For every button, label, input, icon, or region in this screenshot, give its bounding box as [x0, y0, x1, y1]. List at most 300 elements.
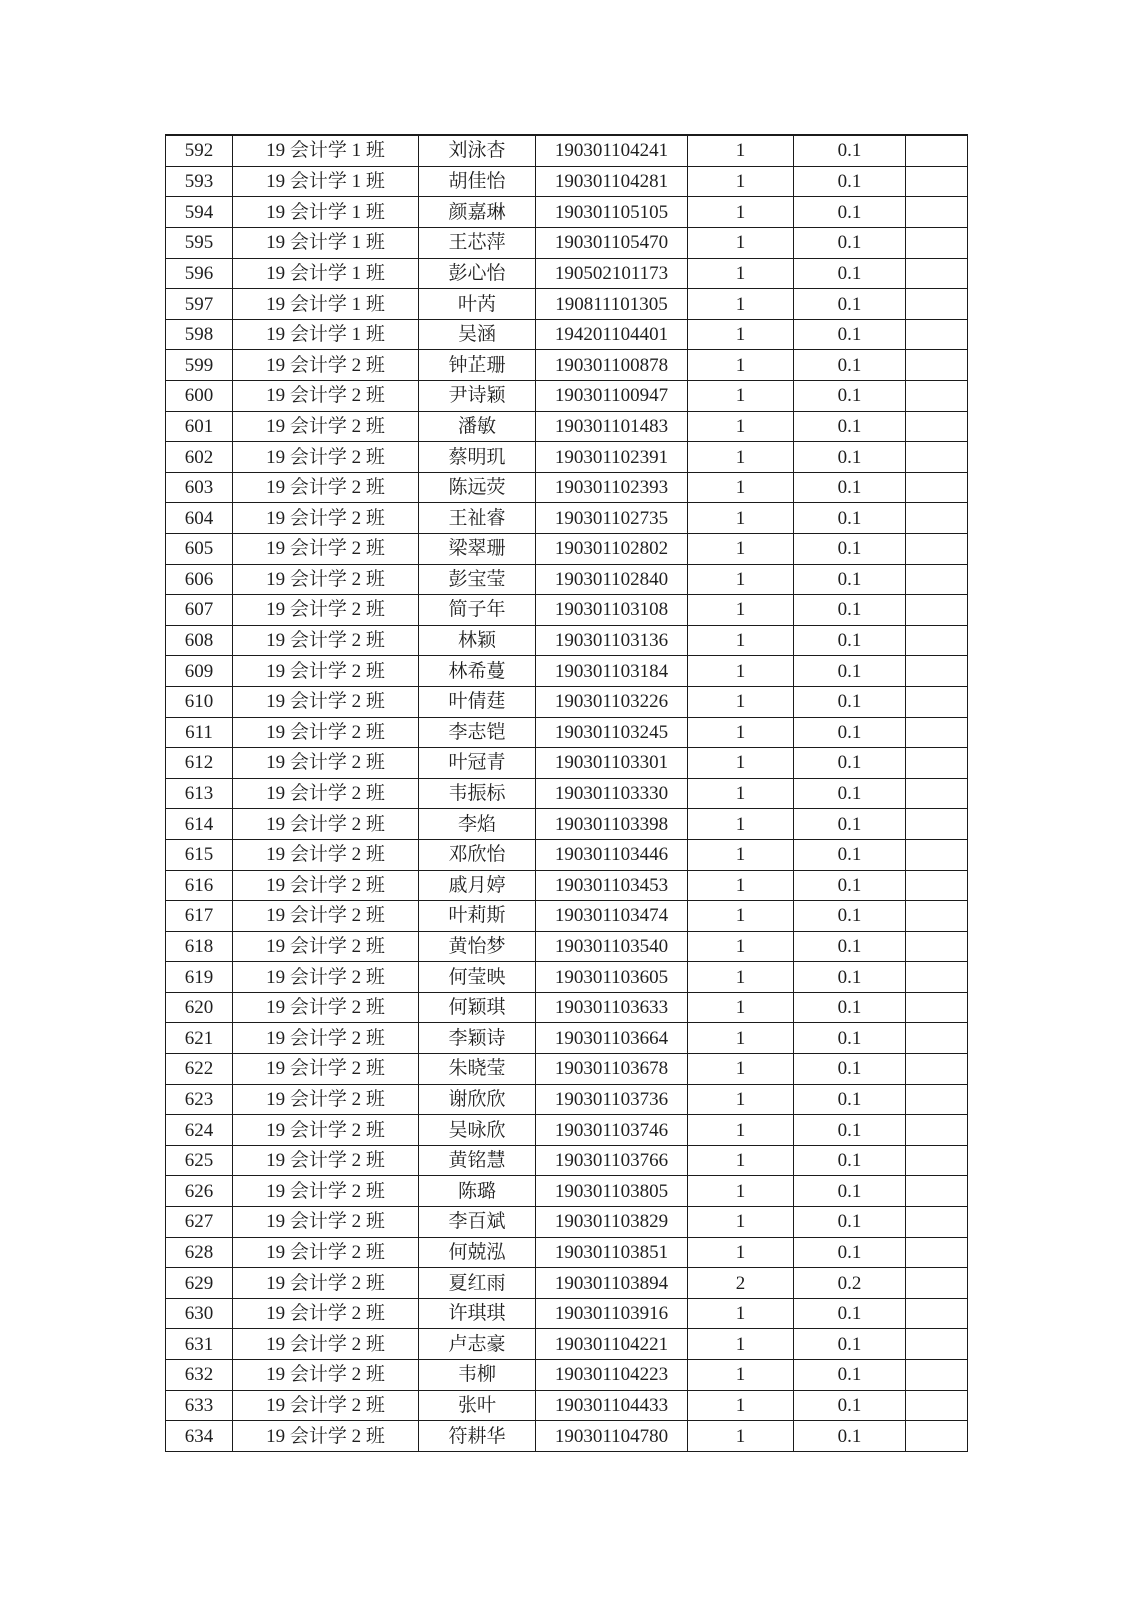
- row-number-cell: 596: [166, 258, 233, 289]
- student-id-cell: 194201104401: [536, 319, 688, 350]
- table-row: [166, 289, 968, 320]
- table-row: [166, 1023, 968, 1054]
- table-row: [166, 350, 968, 381]
- empty-note-cell: [906, 748, 968, 779]
- count-cell: 1: [688, 931, 794, 962]
- empty-note-cell: [906, 381, 968, 412]
- class-name-cell: 19 会计学 2 班: [233, 1176, 419, 1207]
- class-name-cell: 19 会计学 2 班: [233, 1390, 419, 1421]
- score-cell: 0.1: [794, 1298, 906, 1329]
- row-number-cell: 618: [166, 931, 233, 962]
- student-name-cell: 蔡明玑: [419, 442, 536, 473]
- class-name-cell: 19 会计学 2 班: [233, 962, 419, 993]
- student-id-cell: 190301104223: [536, 1360, 688, 1391]
- count-cell: 1: [688, 442, 794, 473]
- table-row: [166, 1145, 968, 1176]
- row-number-cell: 632: [166, 1360, 233, 1391]
- count-cell: 1: [688, 197, 794, 228]
- table-row: [166, 901, 968, 932]
- table-body: [166, 135, 968, 1452]
- empty-note-cell: [906, 1084, 968, 1115]
- row-number-cell: 602: [166, 442, 233, 473]
- student-name-cell: 韦振标: [419, 778, 536, 809]
- row-number-cell: 595: [166, 228, 233, 259]
- score-cell: 0.1: [794, 962, 906, 993]
- count-cell: 1: [688, 258, 794, 289]
- class-name-cell: 19 会计学 1 班: [233, 135, 419, 166]
- row-number-cell: 608: [166, 625, 233, 656]
- score-cell: 0.1: [794, 778, 906, 809]
- count-cell: 1: [688, 717, 794, 748]
- student-name-cell: 叶冠青: [419, 748, 536, 779]
- count-cell: 1: [688, 1084, 794, 1115]
- score-cell: 0.1: [794, 1084, 906, 1115]
- student-id-cell: 190301103851: [536, 1237, 688, 1268]
- score-cell: 0.1: [794, 992, 906, 1023]
- count-cell: 1: [688, 901, 794, 932]
- student-name-cell: 谢欣欣: [419, 1084, 536, 1115]
- table-row: [166, 1115, 968, 1146]
- empty-note-cell: [906, 319, 968, 350]
- class-name-cell: 19 会计学 2 班: [233, 748, 419, 779]
- student-name-cell: 颜嘉琳: [419, 197, 536, 228]
- score-cell: 0.1: [794, 870, 906, 901]
- score-cell: 0.1: [794, 839, 906, 870]
- student-id-cell: 190301103805: [536, 1176, 688, 1207]
- row-number-cell: 592: [166, 135, 233, 166]
- row-number-cell: 612: [166, 748, 233, 779]
- count-cell: 2: [688, 1268, 794, 1299]
- student-name-cell: 胡佳怡: [419, 166, 536, 197]
- student-name-cell: 李志铠: [419, 717, 536, 748]
- empty-note-cell: [906, 503, 968, 534]
- student-id-cell: 190301103766: [536, 1145, 688, 1176]
- class-name-cell: 19 会计学 2 班: [233, 411, 419, 442]
- row-number-cell: 628: [166, 1237, 233, 1268]
- score-cell: 0.1: [794, 258, 906, 289]
- student-roster-table-wrap: [165, 134, 968, 1452]
- class-name-cell: 19 会计学 2 班: [233, 1360, 419, 1391]
- table-row: [166, 533, 968, 564]
- student-name-cell: 彭心怡: [419, 258, 536, 289]
- table-row: [166, 839, 968, 870]
- score-cell: 0.1: [794, 1421, 906, 1452]
- row-number-cell: 611: [166, 717, 233, 748]
- empty-note-cell: [906, 595, 968, 626]
- score-cell: 0.1: [794, 809, 906, 840]
- student-name-cell: 何颖琪: [419, 992, 536, 1023]
- count-cell: 1: [688, 1237, 794, 1268]
- class-name-cell: 19 会计学 2 班: [233, 1329, 419, 1360]
- empty-note-cell: [906, 809, 968, 840]
- student-name-cell: 林希蔓: [419, 656, 536, 687]
- row-number-cell: 627: [166, 1207, 233, 1238]
- row-number-cell: 601: [166, 411, 233, 442]
- student-id-cell: 190301102393: [536, 472, 688, 503]
- score-cell: 0.1: [794, 625, 906, 656]
- count-cell: 1: [688, 1298, 794, 1329]
- score-cell: 0.1: [794, 564, 906, 595]
- count-cell: 1: [688, 1329, 794, 1360]
- table-row: [166, 472, 968, 503]
- table-row: [166, 625, 968, 656]
- count-cell: 1: [688, 1360, 794, 1391]
- table-row: [166, 166, 968, 197]
- row-number-cell: 610: [166, 686, 233, 717]
- student-name-cell: 陈远荧: [419, 472, 536, 503]
- empty-note-cell: [906, 839, 968, 870]
- student-id-cell: 190301103398: [536, 809, 688, 840]
- count-cell: 1: [688, 1023, 794, 1054]
- class-name-cell: 19 会计学 2 班: [233, 1298, 419, 1329]
- score-cell: 0.1: [794, 901, 906, 932]
- row-number-cell: 626: [166, 1176, 233, 1207]
- student-id-cell: 190301104221: [536, 1329, 688, 1360]
- table-row: [166, 381, 968, 412]
- row-number-cell: 615: [166, 839, 233, 870]
- student-name-cell: 李颖诗: [419, 1023, 536, 1054]
- student-name-cell: 李焰: [419, 809, 536, 840]
- empty-note-cell: [906, 717, 968, 748]
- table-row: [166, 1390, 968, 1421]
- class-name-cell: 19 会计学 2 班: [233, 901, 419, 932]
- student-name-cell: 简子年: [419, 595, 536, 626]
- class-name-cell: 19 会计学 1 班: [233, 197, 419, 228]
- table-row: [166, 503, 968, 534]
- student-id-cell: 190301104241: [536, 135, 688, 166]
- student-id-cell: 190301105470: [536, 228, 688, 259]
- row-number-cell: 605: [166, 533, 233, 564]
- student-name-cell: 朱晓莹: [419, 1054, 536, 1085]
- student-name-cell: 戚月婷: [419, 870, 536, 901]
- row-number-cell: 614: [166, 809, 233, 840]
- count-cell: 1: [688, 166, 794, 197]
- class-name-cell: 19 会计学 2 班: [233, 870, 419, 901]
- empty-note-cell: [906, 289, 968, 320]
- empty-note-cell: [906, 564, 968, 595]
- empty-note-cell: [906, 197, 968, 228]
- student-id-cell: 190301103633: [536, 992, 688, 1023]
- student-id-cell: 190301103446: [536, 839, 688, 870]
- row-number-cell: 620: [166, 992, 233, 1023]
- row-number-cell: 598: [166, 319, 233, 350]
- student-name-cell: 林颖: [419, 625, 536, 656]
- empty-note-cell: [906, 1298, 968, 1329]
- student-name-cell: 卢志豪: [419, 1329, 536, 1360]
- student-id-cell: 190301103108: [536, 595, 688, 626]
- score-cell: 0.1: [794, 442, 906, 473]
- score-cell: 0.1: [794, 1115, 906, 1146]
- student-name-cell: 符耕华: [419, 1421, 536, 1452]
- empty-note-cell: [906, 1421, 968, 1452]
- student-name-cell: 许琪琪: [419, 1298, 536, 1329]
- student-id-cell: 190301103678: [536, 1054, 688, 1085]
- student-name-cell: 吴咏欣: [419, 1115, 536, 1146]
- row-number-cell: 617: [166, 901, 233, 932]
- class-name-cell: 19 会计学 2 班: [233, 1268, 419, 1299]
- row-number-cell: 622: [166, 1054, 233, 1085]
- count-cell: 1: [688, 472, 794, 503]
- class-name-cell: 19 会计学 2 班: [233, 381, 419, 412]
- class-name-cell: 19 会计学 2 班: [233, 1207, 419, 1238]
- score-cell: 0.1: [794, 381, 906, 412]
- table-row: [166, 656, 968, 687]
- student-id-cell: 190301103605: [536, 962, 688, 993]
- table-row: [166, 197, 968, 228]
- class-name-cell: 19 会计学 2 班: [233, 1023, 419, 1054]
- class-name-cell: 19 会计学 2 班: [233, 686, 419, 717]
- table-row: [166, 564, 968, 595]
- score-cell: 0.1: [794, 135, 906, 166]
- student-id-cell: 190301102735: [536, 503, 688, 534]
- empty-note-cell: [906, 1207, 968, 1238]
- count-cell: 1: [688, 503, 794, 534]
- student-name-cell: 王祉睿: [419, 503, 536, 534]
- student-name-cell: 何兢泓: [419, 1237, 536, 1268]
- count-cell: 1: [688, 748, 794, 779]
- table-row: [166, 258, 968, 289]
- student-id-cell: 190301103894: [536, 1268, 688, 1299]
- class-name-cell: 19 会计学 1 班: [233, 319, 419, 350]
- class-name-cell: 19 会计学 2 班: [233, 595, 419, 626]
- row-number-cell: 613: [166, 778, 233, 809]
- student-id-cell: 190301103301: [536, 748, 688, 779]
- student-name-cell: 夏红雨: [419, 1268, 536, 1299]
- empty-note-cell: [906, 1268, 968, 1299]
- table-row: [166, 1421, 968, 1452]
- class-name-cell: 19 会计学 2 班: [233, 564, 419, 595]
- score-cell: 0.1: [794, 1176, 906, 1207]
- table-row: [166, 962, 968, 993]
- count-cell: 1: [688, 1207, 794, 1238]
- student-name-cell: 黄怡梦: [419, 931, 536, 962]
- class-name-cell: 19 会计学 2 班: [233, 656, 419, 687]
- student-name-cell: 何莹映: [419, 962, 536, 993]
- table-row: [166, 748, 968, 779]
- count-cell: 1: [688, 1176, 794, 1207]
- class-name-cell: 19 会计学 2 班: [233, 1237, 419, 1268]
- student-name-cell: 李百斌: [419, 1207, 536, 1238]
- score-cell: 0.1: [794, 1390, 906, 1421]
- row-number-cell: 597: [166, 289, 233, 320]
- student-id-cell: 190301103245: [536, 717, 688, 748]
- count-cell: 1: [688, 686, 794, 717]
- student-name-cell: 梁翠珊: [419, 533, 536, 564]
- count-cell: 1: [688, 839, 794, 870]
- table-row: [166, 778, 968, 809]
- empty-note-cell: [906, 625, 968, 656]
- student-name-cell: 叶芮: [419, 289, 536, 320]
- class-name-cell: 19 会计学 2 班: [233, 625, 419, 656]
- class-name-cell: 19 会计学 2 班: [233, 1084, 419, 1115]
- student-id-cell: 190301104780: [536, 1421, 688, 1452]
- student-id-cell: 190502101173: [536, 258, 688, 289]
- row-number-cell: 593: [166, 166, 233, 197]
- student-id-cell: 190301100878: [536, 350, 688, 381]
- class-name-cell: 19 会计学 1 班: [233, 258, 419, 289]
- table-row: [166, 686, 968, 717]
- row-number-cell: 633: [166, 1390, 233, 1421]
- empty-note-cell: [906, 686, 968, 717]
- score-cell: 0.1: [794, 1023, 906, 1054]
- empty-note-cell: [906, 1390, 968, 1421]
- empty-note-cell: [906, 656, 968, 687]
- score-cell: 0.1: [794, 686, 906, 717]
- count-cell: 1: [688, 564, 794, 595]
- score-cell: 0.1: [794, 1329, 906, 1360]
- class-name-cell: 19 会计学 2 班: [233, 1421, 419, 1452]
- student-id-cell: 190301103474: [536, 901, 688, 932]
- score-cell: 0.1: [794, 289, 906, 320]
- empty-note-cell: [906, 442, 968, 473]
- student-name-cell: 陈璐: [419, 1176, 536, 1207]
- student-id-cell: 190301103453: [536, 870, 688, 901]
- score-cell: 0.2: [794, 1268, 906, 1299]
- class-name-cell: 19 会计学 2 班: [233, 717, 419, 748]
- count-cell: 1: [688, 533, 794, 564]
- score-cell: 0.1: [794, 1237, 906, 1268]
- row-number-cell: 631: [166, 1329, 233, 1360]
- class-name-cell: 19 会计学 2 班: [233, 809, 419, 840]
- class-name-cell: 19 会计学 2 班: [233, 533, 419, 564]
- table-row: [166, 1237, 968, 1268]
- count-cell: 1: [688, 350, 794, 381]
- empty-note-cell: [906, 228, 968, 259]
- row-number-cell: 634: [166, 1421, 233, 1452]
- count-cell: 1: [688, 1054, 794, 1085]
- table-row: [166, 1084, 968, 1115]
- empty-note-cell: [906, 472, 968, 503]
- empty-note-cell: [906, 1023, 968, 1054]
- student-id-cell: 190301102391: [536, 442, 688, 473]
- student-id-cell: 190301103330: [536, 778, 688, 809]
- student-name-cell: 黄铭慧: [419, 1145, 536, 1176]
- class-name-cell: 19 会计学 2 班: [233, 1054, 419, 1085]
- student-id-cell: 190301103746: [536, 1115, 688, 1146]
- score-cell: 0.1: [794, 931, 906, 962]
- table-row: [166, 1298, 968, 1329]
- count-cell: 1: [688, 135, 794, 166]
- table-row: [166, 931, 968, 962]
- row-number-cell: 624: [166, 1115, 233, 1146]
- student-name-cell: 刘泳杏: [419, 135, 536, 166]
- count-cell: 1: [688, 809, 794, 840]
- count-cell: 1: [688, 289, 794, 320]
- student-id-cell: 190301103540: [536, 931, 688, 962]
- student-id-cell: 190301100947: [536, 381, 688, 412]
- table-row: [166, 1268, 968, 1299]
- student-id-cell: 190811101305: [536, 289, 688, 320]
- row-number-cell: 621: [166, 1023, 233, 1054]
- student-id-cell: 190301103916: [536, 1298, 688, 1329]
- student-name-cell: 吴涵: [419, 319, 536, 350]
- count-cell: 1: [688, 228, 794, 259]
- row-number-cell: 609: [166, 656, 233, 687]
- row-number-cell: 599: [166, 350, 233, 381]
- count-cell: 1: [688, 992, 794, 1023]
- score-cell: 0.1: [794, 350, 906, 381]
- class-name-cell: 19 会计学 2 班: [233, 992, 419, 1023]
- count-cell: 1: [688, 1421, 794, 1452]
- student-name-cell: 钟芷珊: [419, 350, 536, 381]
- empty-note-cell: [906, 258, 968, 289]
- class-name-cell: 19 会计学 2 班: [233, 350, 419, 381]
- empty-note-cell: [906, 870, 968, 901]
- empty-note-cell: [906, 1115, 968, 1146]
- count-cell: 1: [688, 1115, 794, 1146]
- score-cell: 0.1: [794, 533, 906, 564]
- class-name-cell: 19 会计学 1 班: [233, 228, 419, 259]
- class-name-cell: 19 会计学 1 班: [233, 166, 419, 197]
- table-row: [166, 809, 968, 840]
- count-cell: 1: [688, 778, 794, 809]
- row-number-cell: 603: [166, 472, 233, 503]
- student-name-cell: 彭宝莹: [419, 564, 536, 595]
- student-id-cell: 190301103736: [536, 1084, 688, 1115]
- empty-note-cell: [906, 1237, 968, 1268]
- student-name-cell: 王芯萍: [419, 228, 536, 259]
- table-row: [166, 717, 968, 748]
- score-cell: 0.1: [794, 717, 906, 748]
- score-cell: 0.1: [794, 1207, 906, 1238]
- table-row: [166, 411, 968, 442]
- student-name-cell: 叶倩莛: [419, 686, 536, 717]
- student-id-cell: 190301103829: [536, 1207, 688, 1238]
- empty-note-cell: [906, 1176, 968, 1207]
- empty-note-cell: [906, 166, 968, 197]
- class-name-cell: 19 会计学 2 班: [233, 839, 419, 870]
- count-cell: 1: [688, 411, 794, 442]
- row-number-cell: 606: [166, 564, 233, 595]
- class-name-cell: 19 会计学 2 班: [233, 503, 419, 534]
- empty-note-cell: [906, 901, 968, 932]
- class-name-cell: 19 会计学 2 班: [233, 778, 419, 809]
- row-number-cell: 629: [166, 1268, 233, 1299]
- row-number-cell: 604: [166, 503, 233, 534]
- score-cell: 0.1: [794, 166, 906, 197]
- student-id-cell: 190301105105: [536, 197, 688, 228]
- empty-note-cell: [906, 1360, 968, 1391]
- class-name-cell: 19 会计学 2 班: [233, 1145, 419, 1176]
- score-cell: 0.1: [794, 748, 906, 779]
- count-cell: 1: [688, 962, 794, 993]
- table-row: [166, 135, 968, 166]
- student-id-cell: 190301104433: [536, 1390, 688, 1421]
- score-cell: 0.1: [794, 595, 906, 626]
- table-row: [166, 870, 968, 901]
- student-name-cell: 韦柳: [419, 1360, 536, 1391]
- table-row: [166, 992, 968, 1023]
- empty-note-cell: [906, 350, 968, 381]
- class-name-cell: 19 会计学 1 班: [233, 289, 419, 320]
- table-row: [166, 442, 968, 473]
- score-cell: 0.1: [794, 1145, 906, 1176]
- count-cell: 1: [688, 1145, 794, 1176]
- student-name-cell: 潘敏: [419, 411, 536, 442]
- table-row: [166, 1207, 968, 1238]
- empty-note-cell: [906, 1329, 968, 1360]
- table-row: [166, 1176, 968, 1207]
- student-id-cell: 190301101483: [536, 411, 688, 442]
- empty-note-cell: [906, 778, 968, 809]
- row-number-cell: 619: [166, 962, 233, 993]
- score-cell: 0.1: [794, 656, 906, 687]
- count-cell: 1: [688, 595, 794, 626]
- empty-note-cell: [906, 411, 968, 442]
- row-number-cell: 594: [166, 197, 233, 228]
- student-name-cell: 张叶: [419, 1390, 536, 1421]
- class-name-cell: 19 会计学 2 班: [233, 1115, 419, 1146]
